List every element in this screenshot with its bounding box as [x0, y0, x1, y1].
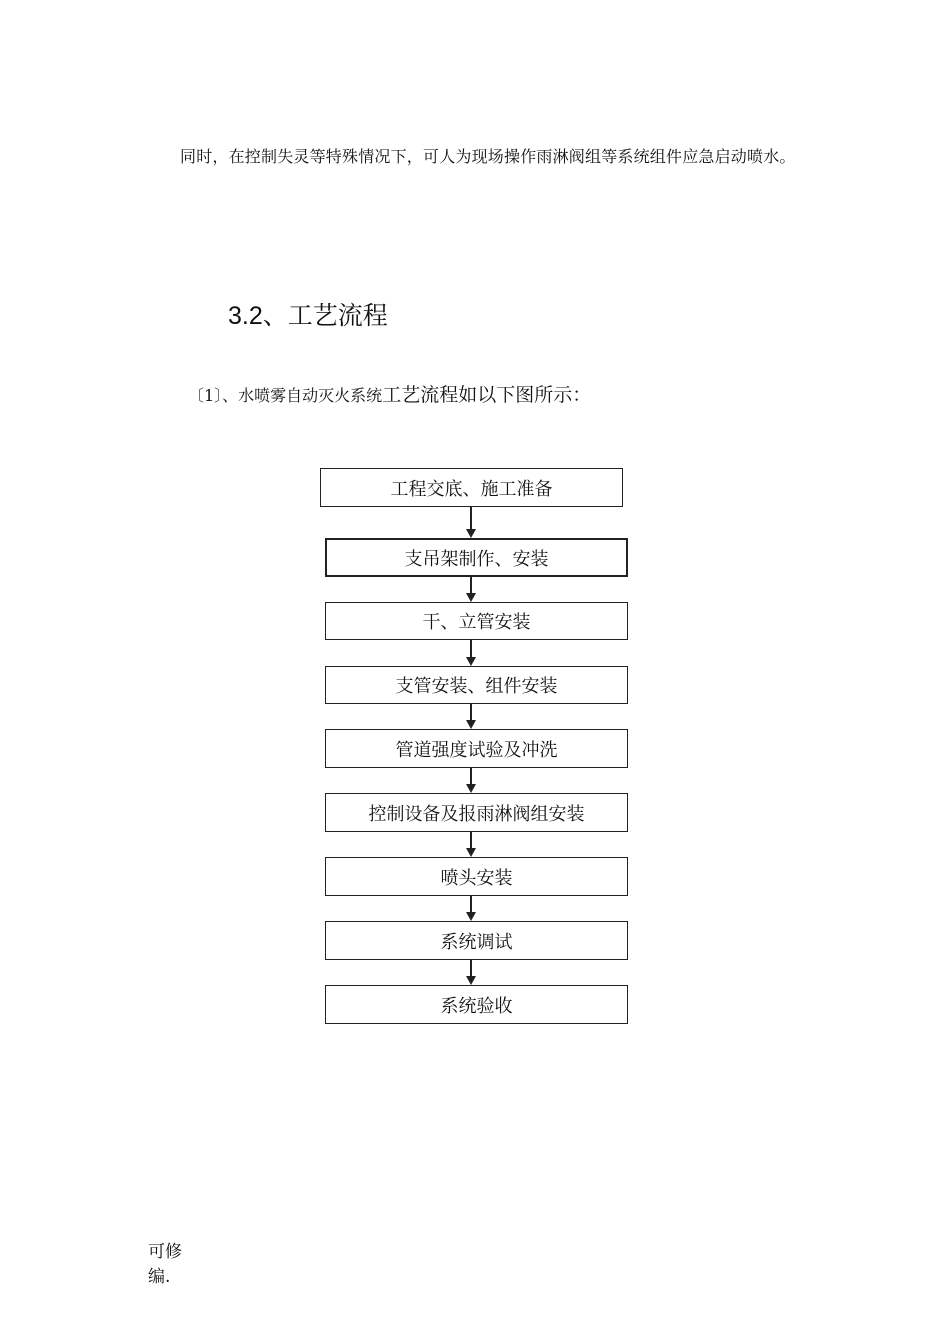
- flow-step-box: [325, 729, 628, 768]
- flow-step-label: 系统调试: [440, 931, 513, 953]
- flow-arrow-icon: [466, 704, 476, 729]
- flow-step-box: [325, 921, 628, 960]
- flow-step-box: [325, 857, 628, 896]
- flow-step-label: 控制设备及报雨淋阀组安装: [368, 803, 585, 825]
- body-paragraph: 同时，在控制失灵等特殊情况下，可人为现场操作雨淋阀组等系统组件应急启动喷水。: [180, 147, 796, 166]
- flow-arrow-icon: [466, 960, 476, 985]
- flow-step-label: 支管安装、组件安装: [395, 676, 558, 697]
- flow-arrow-icon: [466, 577, 476, 602]
- flow-step-label: 系统验收: [440, 995, 513, 1017]
- flow-step-label: 管道强度试验及冲洗: [395, 739, 558, 761]
- footer-line-1: 可修: [148, 1242, 182, 1262]
- flow-step-label: 干、立管安装: [422, 612, 531, 633]
- intro-prefix: 〔1〕、水喷雾自动灭火系统: [188, 386, 383, 405]
- footer-note: [148, 1240, 182, 1290]
- flowchart-intro: [188, 380, 591, 407]
- flow-arrow-icon: [466, 507, 476, 538]
- flow-arrow-icon: [466, 768, 476, 793]
- flow-step-box: [325, 538, 628, 577]
- flow-step-box: [320, 468, 623, 507]
- intro-suffix: 工艺流程如以下图所示：: [382, 384, 592, 406]
- flow-step-label: 喷头安装: [440, 867, 513, 889]
- flow-step-box: [325, 985, 628, 1024]
- section-heading: 3.2、工艺流程: [228, 302, 388, 330]
- flow-arrow-icon: [466, 896, 476, 921]
- flow-step-box: [325, 602, 628, 640]
- flow-arrow-icon: [466, 832, 476, 857]
- flow-arrow-icon: [466, 640, 476, 666]
- flow-step-box: [325, 793, 628, 832]
- flow-step-box: [325, 666, 628, 704]
- footer-line-2: 编.: [148, 1267, 171, 1287]
- flow-step-label: 支吊架制作、安装: [404, 548, 549, 570]
- flow-step-label: 工程交底、施工准备: [390, 478, 553, 500]
